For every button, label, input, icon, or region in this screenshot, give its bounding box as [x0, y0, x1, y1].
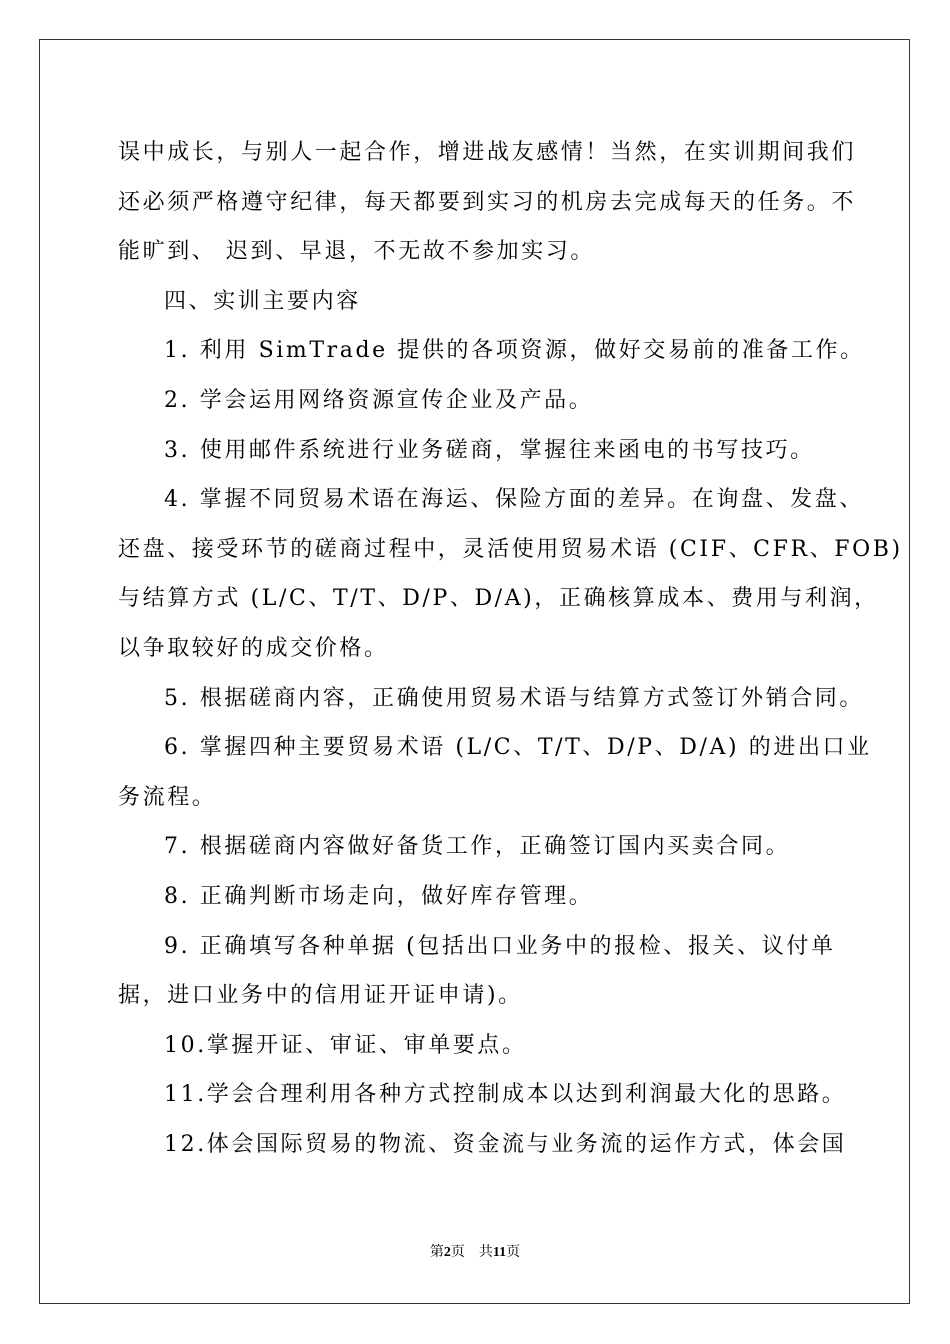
text-line: 与结算方式 (L/C、T/T、D/P、D/A)，正确核算成本、费用与利润， [118, 586, 879, 612]
text-line: 9. 正确填写各种单据 (包括出口业务中的报检、报关、议付单 [164, 933, 836, 959]
footer-page-number: 2 [443, 1245, 451, 1260]
text-line: 11.学会合理利用各种方式控制成本以达到利润最大化的思路。 [164, 1082, 847, 1108]
page-footer [0, 1243, 950, 1263]
text-line: 据，进口业务中的信用证开证申请)。 [118, 983, 523, 1009]
text-line: 7. 根据磋商内容做好备货工作，正确签订国内买卖合同。 [164, 834, 791, 860]
text-line: 还盘、接受环节的磋商过程中，灵活使用贸易术语 (CIF、CFR、FOB) [118, 536, 903, 562]
text-line: 3. 使用邮件系统进行业务磋商，掌握往来函电的书写技巧。 [164, 437, 815, 463]
footer-middle: 页 共 [450, 1245, 493, 1260]
text-line: 以争取较好的成交价格。 [118, 635, 389, 661]
text-line: 误中成长，与别人一起合作，增进战友感情！当然，在实训期间我们 [118, 140, 857, 165]
text-line: 1. 利用 SimTrade 提供的各项资源，做好交易前的准备工作。 [164, 338, 865, 364]
document-body [118, 128, 903, 1169]
text-line: 8. 正确判断市场走向，做好库存管理。 [164, 883, 594, 909]
footer-total-pages: 11 [492, 1245, 507, 1260]
text-line: 6. 掌握四种主要贸易术语 (L/C、T/T、D/P、D/A) 的进出口业 [164, 735, 872, 761]
text-line: 还必须严格遵守纪律，每天都要到实习的机房去完成每天的任务。不 [118, 189, 857, 215]
text-line: 务流程。 [118, 784, 217, 810]
text-line: 4. 掌握不同贸易术语在海运、保险方面的差异。在询盘、发盘、 [164, 487, 864, 513]
text-line: 2. 学会运用网络资源宣传企业及产品。 [164, 387, 594, 413]
footer-suffix: 页 [506, 1245, 521, 1260]
text-line: 能旷到、 迟到、早退，不无故不参加实习。 [118, 239, 595, 265]
text-line: 10.掌握开证、审证、审单要点。 [164, 1032, 527, 1058]
text-line: 5. 根据磋商内容，正确使用贸易术语与结算方式签订外销合同。 [164, 685, 864, 711]
text-line: 四、实训主要内容 [164, 288, 361, 314]
text-line: 12.体会国际贸易的物流、资金流与业务流的运作方式，体会国 [164, 1131, 847, 1157]
footer-prefix: 第 [429, 1245, 444, 1260]
